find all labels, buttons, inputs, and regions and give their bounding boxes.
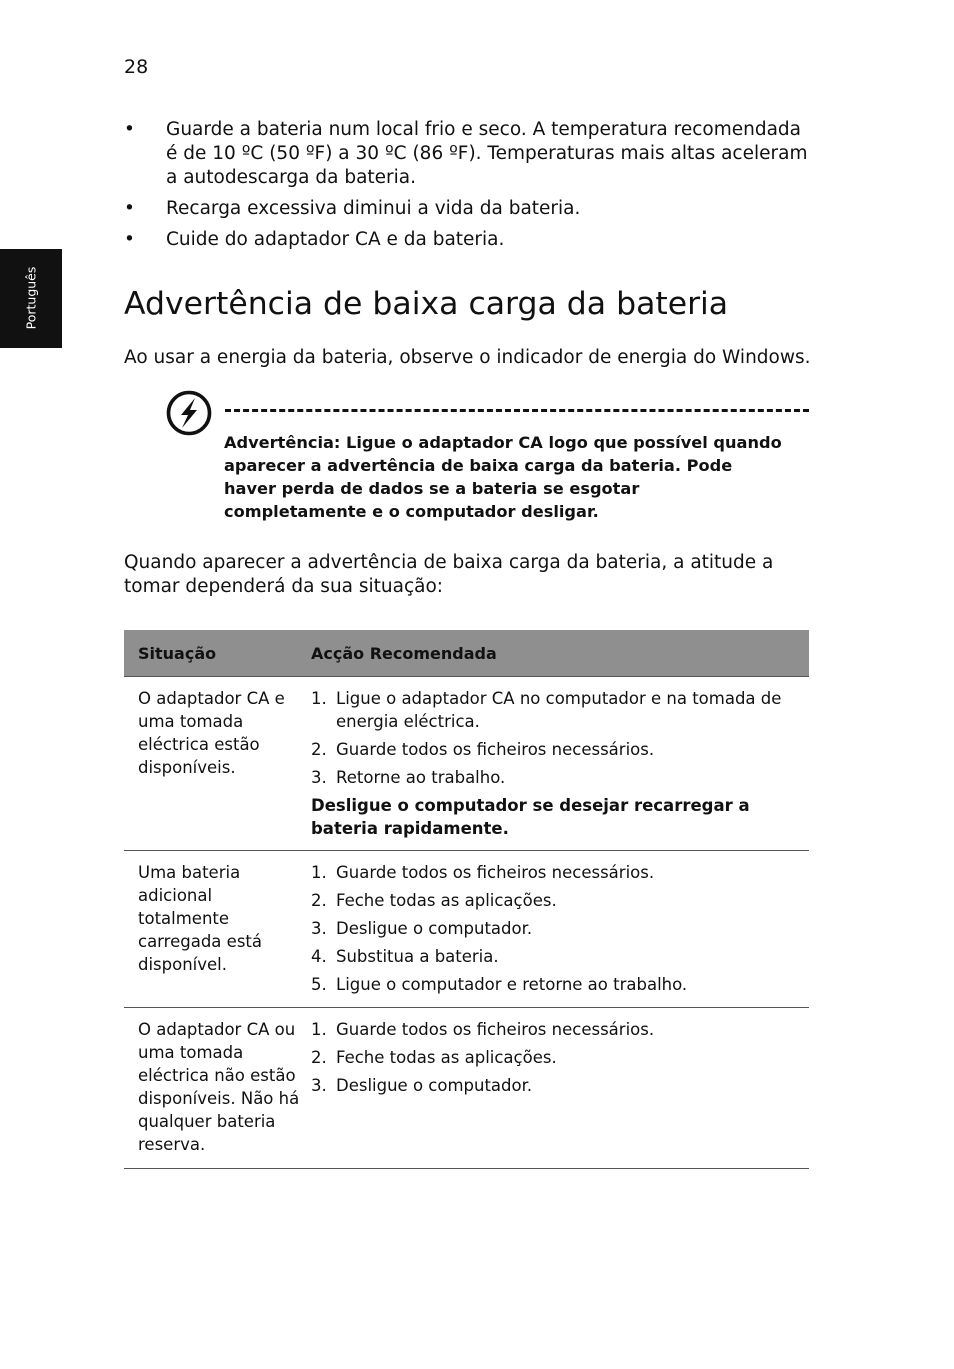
- situation-cell: O adaptador CA e uma tomada eléctrica estão disponíveis.: [138, 689, 285, 777]
- action-note: Desligue o computador se desejar recarregar a bateria rapidamente.: [311, 796, 750, 838]
- bullet-item: • Guarde a bateria num local frio e seco. A temperatura recomendada é de 10 ºC (50 ºF) a 30 ºC (86 ºF). Temperaturas mais altas aceleram a autodescarga da bateria.: [124, 118, 814, 190]
- page-number: 28: [124, 56, 149, 78]
- section-heading: Advertência de baixa carga da bateria: [124, 286, 729, 322]
- action-step: 5. Ligue o computador e retorne ao trabalho.: [311, 975, 688, 994]
- action-step: 1. Guarde todos os ficheiros necessários.: [311, 863, 655, 882]
- action-step: 4. Substitua a bateria.: [311, 947, 499, 966]
- action-step: 1. Guarde todos os ficheiros necessários.: [311, 1020, 655, 1039]
- warning-text: Advertência: Ligue o adaptador CA logo que possível quando aparecer a advertência de baixa carga da bateria. Pode haver perda de dados se a bateria se esgotar completamente e o computador desligar.: [224, 433, 782, 521]
- header-action: Acção Recomendada: [311, 643, 497, 663]
- action-step: 1. Ligue o adaptador CA no computador e na tomada de energia eléctrica.: [311, 689, 782, 731]
- action-step: 3. Desligue o computador.: [311, 919, 533, 938]
- table-row: [124, 1008, 809, 1169]
- action-cell: [311, 1018, 809, 1168]
- bullet-list: [124, 118, 814, 259]
- language-side-tab: [0, 249, 62, 348]
- action-cell: [311, 687, 809, 850]
- warning-bolt-icon: [166, 390, 212, 436]
- recommended-actions-table: [124, 630, 809, 1169]
- action-step: 3. Retorne ao trabalho.: [311, 768, 506, 787]
- situation-cell: O adaptador CA ou uma tomada eléctrica não estão disponíveis. Não há qualquer bateria reserva.: [138, 1020, 300, 1154]
- action-step: 2. Feche todas as aplicações.: [311, 891, 557, 910]
- situation-paragraph: Quando aparecer a advertência de baixa carga da bateria, a atitude a tomar dependerá da sua situação:: [124, 552, 774, 597]
- table-header: [124, 630, 809, 677]
- table-row: [124, 851, 809, 1008]
- intro-paragraph: Ao usar a energia da bateria, observe o indicador de energia do Windows.: [124, 347, 811, 368]
- action-step: 3. Desligue o computador.: [311, 1076, 533, 1095]
- action-step: 2. Feche todas as aplicações.: [311, 1048, 557, 1067]
- table-row: [124, 677, 809, 851]
- action-step: 2. Guarde todos os ficheiros necessários.: [311, 740, 655, 759]
- header-situation: Situação: [138, 643, 217, 663]
- bullet-item: • Cuide do adaptador CA e da bateria.: [124, 228, 814, 252]
- action-cell: [311, 861, 809, 1007]
- side-tab-label: Português: [23, 266, 39, 330]
- situation-cell: Uma bateria adicional totalmente carregada está disponível.: [138, 863, 262, 974]
- bullet-item: • Recarga excessiva diminui a vida da bateria.: [124, 197, 814, 221]
- warning-divider: [225, 409, 809, 412]
